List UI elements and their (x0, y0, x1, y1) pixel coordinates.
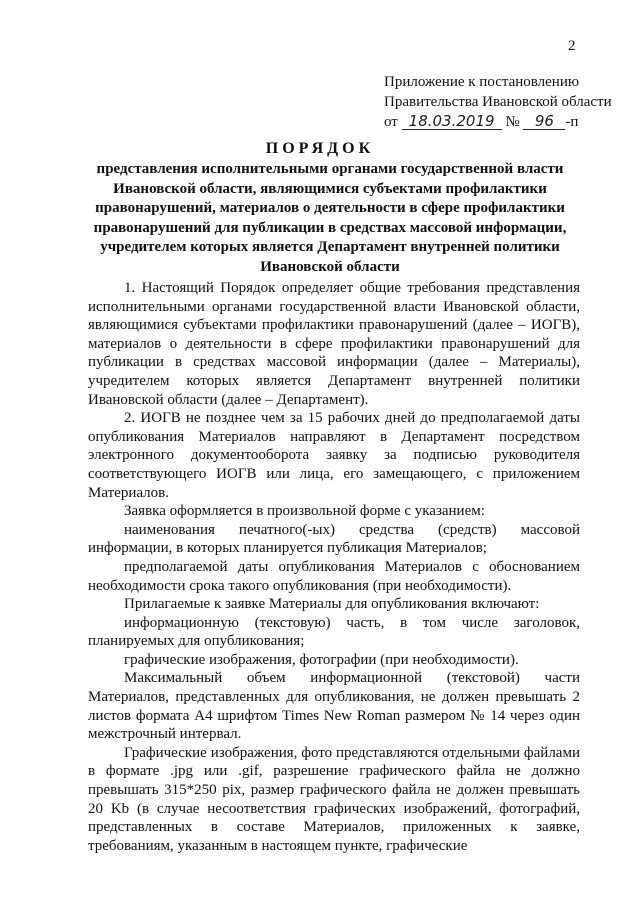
approval-line-2: Правительства Ивановской области (384, 94, 612, 110)
approval-date-line (384, 112, 584, 132)
number-suffix: -п (565, 114, 579, 130)
paragraph-2: 2. ИОГВ не позднее чем за 15 рабочих дней до предполагаемой даты опубликования Материалов направляют в Департамент посредством электронного документооборота заявку за подписью руководителя соответствующего ИОГВ или лица, его замещающего, с приложением Материалов. (88, 410, 580, 501)
approval-block (384, 72, 612, 132)
paragraph-7: информационную (текстовую) часть, в том числе заголовок, планируемых для опубликования; (88, 614, 580, 650)
number-label: № (505, 114, 520, 130)
paragraph-9: Максимальный объем информационной (текстовой) части Материалов, представленных для опубликования, не должен превышать 2 листов формата А4 шрифтом Times New Roman размером № 14 через один межстрочный интервал. (88, 670, 580, 743)
document-subtitle: представления исполнительными органами государственной власти Ивановской области, являющимися субъектами профилактики правонарушений, материалов о деятельности в сфере профилактики правонарушений для публикации в средствах массовой информации, учредителем которых является Департамент внутренней политики Ивановской области (93, 161, 567, 275)
handwritten-date: 18.03.2019 (402, 113, 502, 130)
paragraph-8: графические изображения, фотографии (при необходимости). (124, 651, 519, 668)
paragraph-4: наименования печатного(-ых) средства (средств) массовой информации, в которых планируется публикация Материалов; (88, 521, 580, 557)
page-number: 2 (568, 38, 576, 54)
paragraph-10: Графические изображения, фото представляются отдельными файлами в формате .jpg или .gif, разрешение графического файла не должно превышать 315*250 pix, размер графического файла не должен превышать 20 Kb (в случае несоответствия графических изображений, фотографий, представленных в составе Материалов, приложенных к заявке, требованиям, указанным в настоящем пункте, графические (88, 744, 580, 854)
paragraph-1: 1. Настоящий Порядок определяет общие требования представления исполнительными органами государственной власти Ивановской области, являющимися субъектами профилактики правонарушений (далее – ИОГВ), материалов о деятельности в сфере профилактики правонарушений для публикации в средствах массовой информации (далее – Материалы), учредителем которых является Департамент внутренней политики Ивановской области (далее – Департамент). (88, 280, 580, 408)
paragraph-5: предполагаемой даты опубликования Материалов с обоснованием необходимости срока такого опубликования (при необходимости). (88, 558, 580, 594)
paragraph-6: Прилагаемые к заявке Материалы для опубликования включают: (124, 596, 540, 613)
paragraph-3: Заявка оформляется в произвольной форме с указанием: (124, 503, 485, 520)
document-body (88, 279, 580, 855)
from-label: от (384, 114, 398, 130)
document-title: ПОРЯДОК (265, 140, 375, 157)
handwritten-number: 96 (523, 113, 565, 130)
approval-line-1: Приложение к постановлению (384, 74, 580, 90)
